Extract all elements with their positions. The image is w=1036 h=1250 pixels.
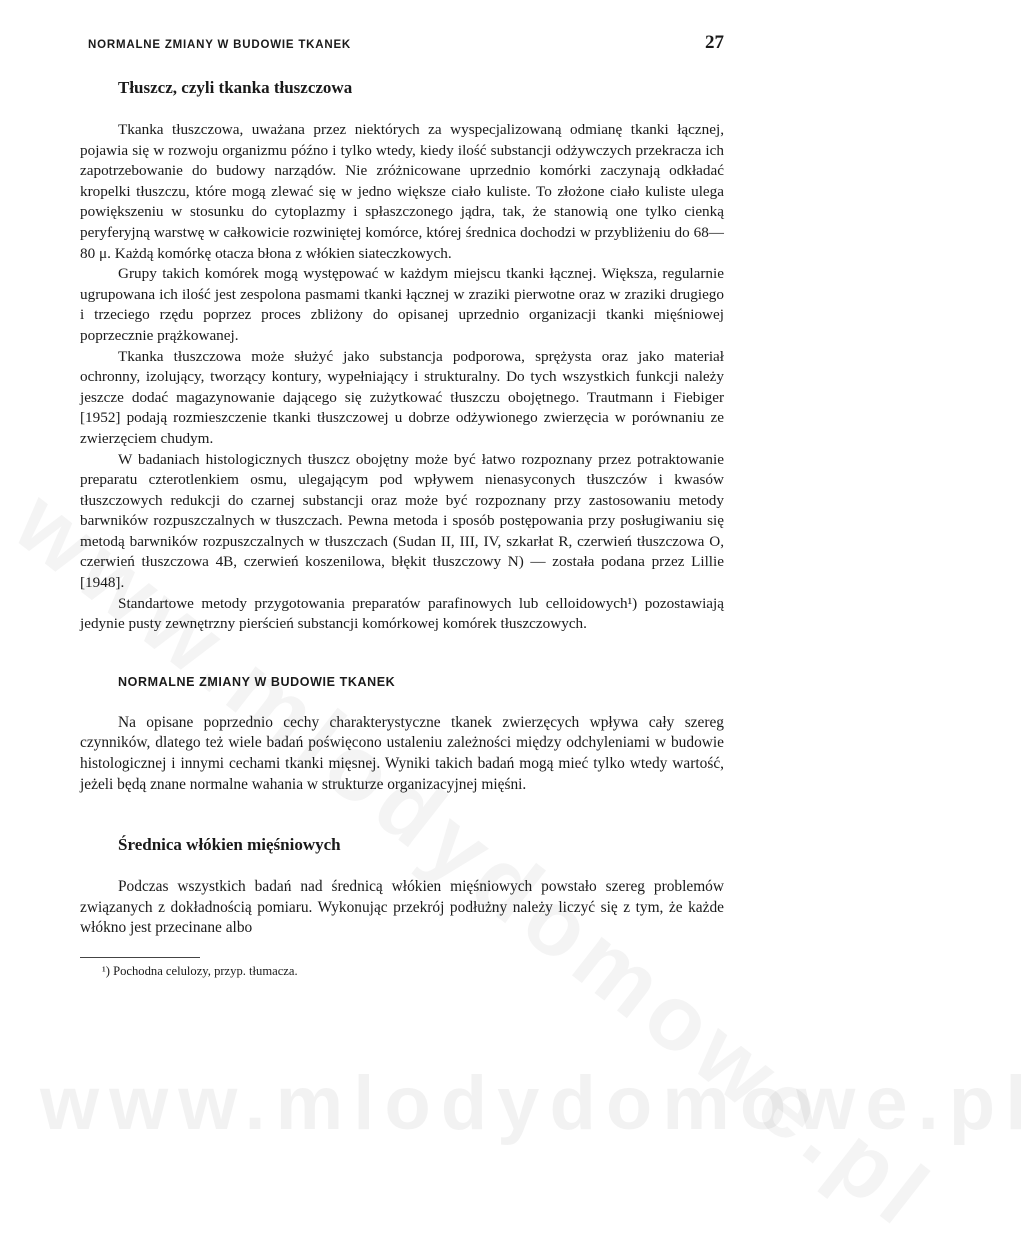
running-head-title: NORMALNE ZMIANY W BUDOWIE TKANEK	[88, 39, 352, 51]
watermark-bottom-text: www.mlodydomowe.pl	[40, 1061, 1036, 1146]
paragraph: W badaniach histologicznych tłuszcz obojętny może być łatwo rozpoznany przez potraktowanie preparatu czterotlenkiem osmu, ulegającym pod wpływem nienasyconych tłuszczów i kwasów tłuszczowych redukcji do czarnej substancji oraz może być rozpoznany przy zastosowaniu metody barwników rozpuszczalnych w tłuszczach. Pewna metoda i sposób postępowania przy posługiwaniu się metodą barwników rozpuszczalnych w tłuszczach (Sudan II, III, IV, szkarłat R, czerwień tłuszczowa O, czerwień tłuszczowa 4B, czerwień koszenilowa, błękit tłuszczowy N) — została podana przez Lillie [1948].	[80, 450, 724, 592]
paragraph: Na opisane poprzednio cechy charakterystyczne tkanek zwierzęcych wpływa cały szereg czynników, dlatego też wiele badań poświęcono ustaleniu zależności między odchyleniami w budowie histologicznej i innymi cechami tkanki mięsnej. Wyniki takich badań mogą mieć tylko wtedy wartość, jeżeli będą znane normalne wahania w strukturze organizacyjnej mięśni.	[80, 713, 724, 793]
page-number: 27	[705, 32, 724, 53]
section-fiber-diameter	[80, 835, 724, 939]
section-heading: Średnica włókien mięśniowych	[118, 835, 341, 855]
paragraph: Standartowe metody przygotowania preparatów parafinowych lub celloidowych¹) pozostawiają jedynie pusty zewnętrzny pierścień substancji komórkowej komórek tłuszczowych.	[80, 594, 724, 633]
footnote-divider	[80, 957, 200, 958]
paragraph: Grupy takich komórek mogą występować w każdym miejscu tkanki łącznej. Większa, regularnie ugrupowana ich ilość jest zespolona pasmami tkanki łącznej w zraziki pierwotne oraz w zraziki drugiego i trzeciego rzędu poprzez proces zbliżony do opisanej uprzednio organizacji tkanki mięśniowej poprzecznie prążkowanej.	[80, 265, 724, 344]
paragraph: Tkanka tłuszczowa może służyć jako substancja podporowa, sprężysta oraz jako materiał ochronny, izolujący, tworzący kontury, wypełniający i strukturalny. Do tych wszystkich funkcji należy jeszcze dodać magazynowanie dającego się zużytkować tłuszczu obojętnego. Trautmann i Fiebiger [1952] podają rozmieszczenie tkanki tłuszczowej u dobrze odżywionego zwierzęcia w porównaniu ze zwierzęciem chudym.	[80, 347, 724, 447]
paragraph: Podczas wszystkich badań nad średnicą włókien mięśniowych powstało szereg problemów związanych z dokładnością pomiaru. Wykonując przekrój podłużny należy liczyć się z tym, że każde włókno jest przecinane albo	[80, 878, 724, 937]
section-heading: NORMALNE ZMIANY W BUDOWIE TKANEK	[118, 674, 396, 689]
book-page	[80, 32, 724, 979]
section-normal-changes	[80, 675, 724, 795]
running-head	[80, 32, 724, 60]
section-heading: Tłuszcz, czyli tkanka tłuszczowa	[118, 78, 353, 97]
section-adipose-tissue	[80, 78, 724, 635]
paragraph: Tkanka tłuszczowa, uważana przez niektórych za wyspecjalizowaną odmianę tkanki łącznej, pojawia się w rozwoju organizmu późno i tylko wtedy, kiedy ilość substancji odżywczych przekracza ich zapotrzebowanie do budowy narządów. Nie zróżnicowane uprzednio komórki zaczynają odkładać kropelki tłuszczu, które mogą zlewać się w jedno większe ciało kuliste. To złożone ciało kuliste ulega powiększeniu w stosunku do cytoplazmy i spłaszczonego jądra, tak, że stanowią one tylko cienką peryferyjną warstwę w całkowicie rozwiniętej komórce, której średnica dochodzi w przybliżeniu do 68—80 μ. Każdą komórkę otacza błona z włókien siateczkowych.	[80, 121, 724, 262]
footnote: ¹) Pochodna celulozy, przyp. tłumacza.	[102, 964, 298, 978]
